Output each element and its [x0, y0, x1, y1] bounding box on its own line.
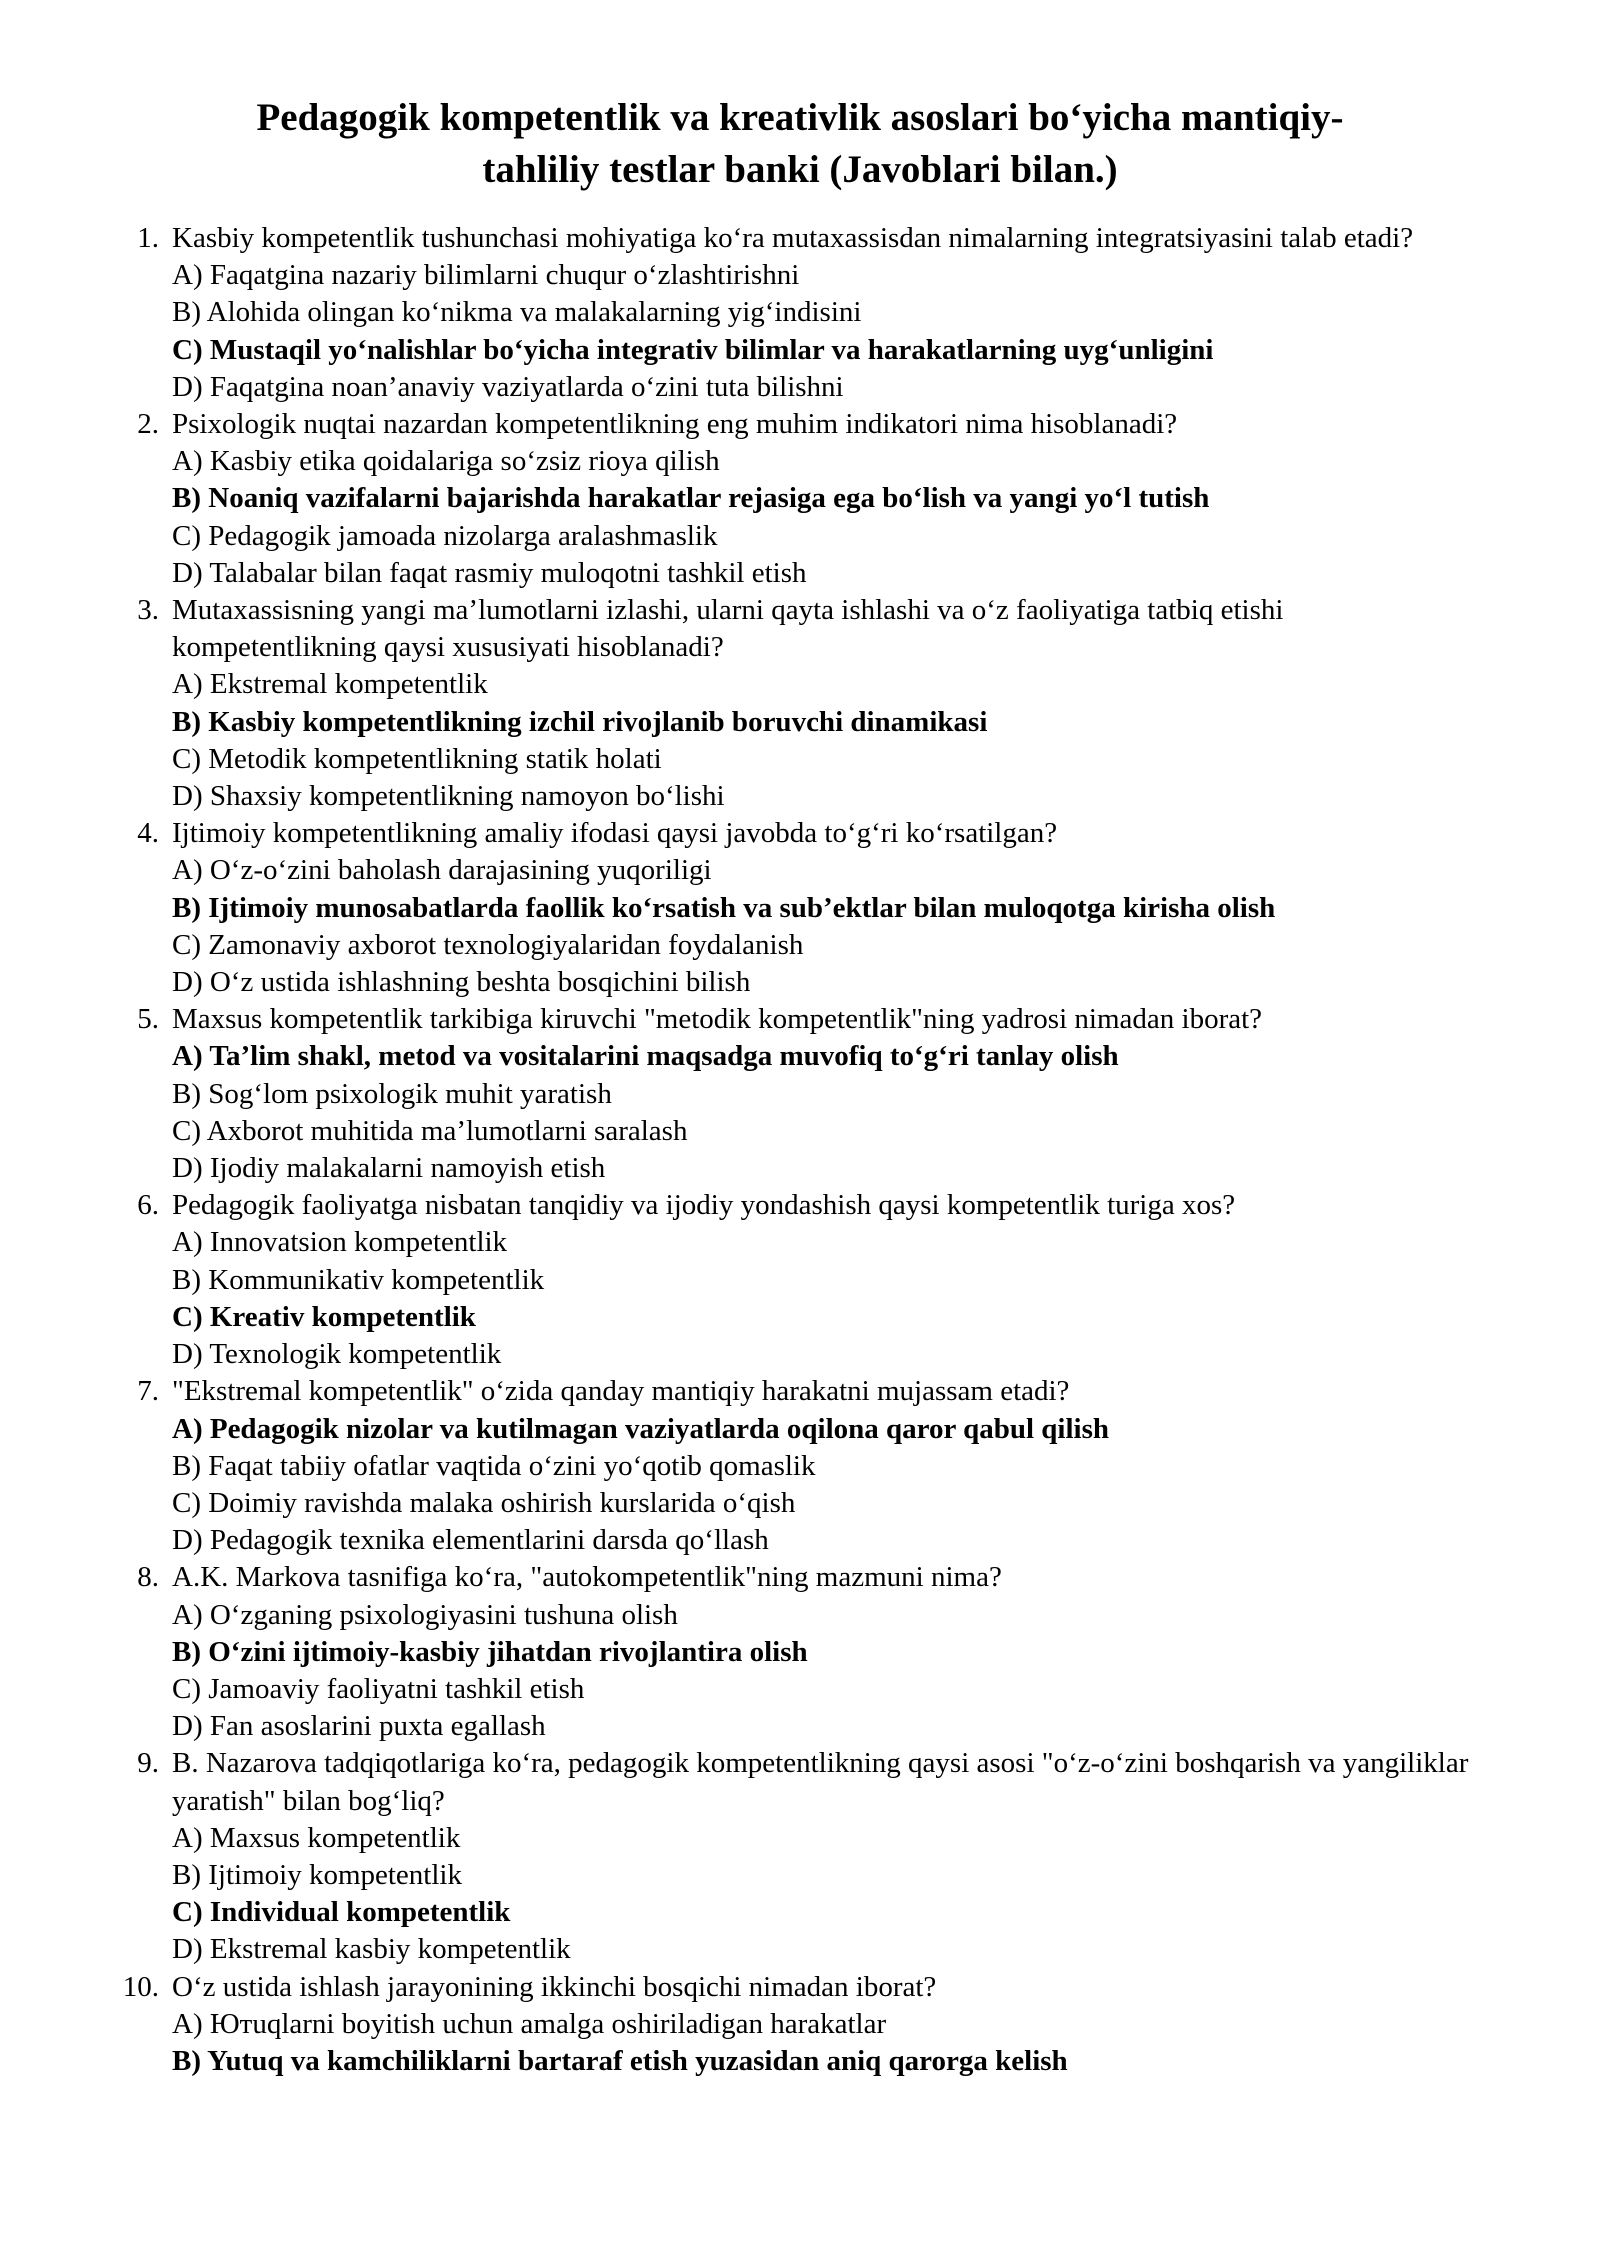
question-item: [120, 1559, 1480, 1745]
answer-option: D) Texnologik kompetentlik: [172, 1338, 502, 1371]
answer-option: A) Ekstremal kompetentlik: [172, 668, 488, 701]
question-number: 9.: [137, 1747, 159, 1780]
question-text: "Ekstremal kompetentlik" o‘zida qanday mantiqiy harakatni mujassam etadi?: [172, 1375, 1070, 1408]
answer-option: D) Shaxsiy kompetentlikning namoyon bo‘lishi: [172, 780, 725, 813]
question-number: 5.: [137, 1003, 159, 1036]
question-number: 10.: [122, 1970, 159, 2003]
answer-option: D) Pedagogik texnika elementlarini darsda qo‘llash: [172, 1524, 769, 1557]
question-item: [120, 1001, 1480, 1187]
answer-option: D) Ijodiy malakalarni namoyish etish: [172, 1152, 606, 1185]
question-item: [120, 220, 1480, 406]
question-item: [120, 592, 1480, 815]
answer-option: C) Doimiy ravishda malaka oshirish kurslarida o‘qish: [172, 1486, 796, 1519]
title-line: Pedagogik kompetentlik va kreativlik asoslari bo‘yicha mantiqiy-: [256, 96, 1344, 139]
question-item: [120, 406, 1480, 592]
question-text: Psixologik nuqtai nazardan kompetentlikning eng muhim indikatori nima hisoblanadi?: [172, 408, 1178, 441]
question-text: Pedagogik faoliyatga nisbatan tanqidiy va ijodiy yondashish qaysi kompetentlik turiga xos?: [172, 1189, 1236, 1222]
answer-option: A) O‘z-o‘zini baholash darajasining yuqoriligi: [172, 854, 712, 887]
answer-option: D) Ekstremal kasbiy kompetentlik: [172, 1933, 571, 1966]
question-text: B. Nazarova tadqiqotlariga ko‘ra, pedagogik kompetentlikning qaysi asosi "o‘z-o‘zini boshqarish va yangiliklar yaratish" bilan bog‘liq?: [172, 1747, 1469, 1817]
question-number: 6.: [137, 1189, 159, 1222]
answer-option: D) Fan asoslarini puxta egallash: [172, 1710, 546, 1743]
answer-option: C) Metodik kompetentlikning statik holati: [172, 742, 662, 775]
answer-option: C) Zamonaviy axborot texnologiyalaridan foydalanish: [172, 928, 804, 961]
correct-answer-option: B) Noaniq vazifalarni bajarishda harakatlar rejasiga ega bo‘lish va yangi yo‘l tutish: [172, 482, 1210, 515]
question-text: A.K. Markova tasnifiga ko‘ra, "autokompetentlik"ning mazmuni nima?: [172, 1561, 1002, 1594]
correct-answer-option: B) Yutuq va kamchiliklarni bartaraf etish yuzasidan aniq qarorga kelish: [172, 2044, 1068, 2077]
correct-answer-option: C) Kreativ kompetentlik: [172, 1300, 476, 1333]
question-item: [120, 1187, 1480, 1373]
document-title: [120, 92, 1480, 196]
answer-option: D) O‘z ustida ishlashning beshta bosqichini bilish: [172, 966, 751, 999]
correct-answer-option: C) Mustaqil yo‘nalishlar bo‘yicha integrativ bilimlar va harakatlarning uyg‘unligini: [172, 333, 1214, 366]
question-list: [120, 220, 1480, 2080]
answer-option: B) Ijtimoiy kompetentlik: [172, 1858, 462, 1891]
answer-option: A) Faqatgina nazariy bilimlarni chuqur o‘zlashtirishni: [172, 259, 800, 292]
answer-option: B) Sog‘lom psixologik muhit yaratish: [172, 1077, 612, 1110]
question-text: Ijtimoiy kompetentlikning amaliy ifodasi qaysi javobda to‘g‘ri ko‘rsatilgan?: [172, 817, 1058, 850]
answer-option: A) Maxsus kompetentlik: [172, 1821, 461, 1854]
question-text: Maxsus kompetentlik tarkibiga kiruvchi "metodik kompetentlik"ning yadrosi nimadan iborat?: [172, 1003, 1263, 1036]
question-number: 4.: [137, 817, 159, 850]
answer-option: B) Faqat tabiiy ofatlar vaqtida o‘zini yo‘qotib qomaslik: [172, 1449, 816, 1482]
correct-answer-option: C) Individual kompetentlik: [172, 1896, 511, 1929]
question-number: 1.: [137, 222, 159, 254]
answer-option: D) Faqatgina noan’anaviy vaziyatlarda o‘zini tuta bilishni: [172, 370, 844, 403]
question-number: 2.: [137, 408, 159, 441]
question-text: Kasbiy kompetentlik tushunchasi mohiyatiga ko‘ra mutaxassisdan nimalarning integratsiyasini talab etadi?: [172, 222, 1414, 254]
question-item: [120, 1745, 1480, 1968]
answer-option: C) Jamoaviy faoliyatni tashkil etish: [172, 1672, 585, 1705]
question-item: [120, 815, 1480, 1001]
answer-option: C) Pedagogik jamoada nizolarga aralashmaslik: [172, 519, 718, 552]
question-item: [120, 1969, 1480, 2081]
question-number: 3.: [137, 594, 159, 627]
correct-answer-option: B) O‘zini ijtimoiy-kasbiy jihatdan rivojlantira olish: [172, 1635, 808, 1668]
answer-option: D) Talabalar bilan faqat rasmiy muloqotni tashkil etish: [172, 556, 807, 589]
answer-option: A) Kasbiy etika qoidalariga so‘zsiz rioya qilish: [172, 445, 720, 478]
question-item: [120, 1373, 1480, 1559]
question-number: 7.: [137, 1375, 159, 1408]
answer-option: B) Alohida olingan ko‘nikma va malakalarning yig‘indisini: [172, 296, 862, 329]
title-line: tahliliy testlar banki (Javoblari bilan.): [482, 148, 1118, 191]
answer-option: A) Ютuqlarni boyitish uchun amalga oshiriladigan harakatlar: [172, 2007, 887, 2040]
correct-answer-option: A) Pedagogik nizolar va kutilmagan vaziyatlarda oqilona qaror qabul qilish: [172, 1412, 1110, 1445]
answer-option: C) Axborot muhitida ma’lumotlarni saralash: [172, 1114, 688, 1147]
answer-option: B) Kommunikativ kompetentlik: [172, 1263, 545, 1296]
correct-answer-option: B) Ijtimoiy munosabatlarda faollik ko‘rsatish va sub’ektlar bilan muloqotga kirisha olish: [172, 891, 1276, 924]
correct-answer-option: A) Ta’lim shakl, metod va vositalarini maqsadga muvofiq to‘g‘ri tanlay olish: [172, 1040, 1119, 1073]
answer-option: A) O‘zganing psixologiyasini tushuna olish: [172, 1598, 678, 1631]
question-text: Mutaxassisning yangi ma’lumotlarni izlashi, ularni qayta ishlashi va o‘z faoliyatiga tatbiq etishi kompetentlikning qaysi xususiyati hisoblanadi?: [172, 594, 1284, 664]
answer-option: A) Innovatsion kompetentlik: [172, 1226, 508, 1259]
question-number: 8.: [137, 1561, 159, 1594]
correct-answer-option: B) Kasbiy kompetentlikning izchil rivojlanib boruvchi dinamikasi: [172, 705, 988, 738]
question-text: O‘z ustida ishlash jarayonining ikkinchi bosqichi nimadan iborat?: [172, 1970, 937, 2003]
